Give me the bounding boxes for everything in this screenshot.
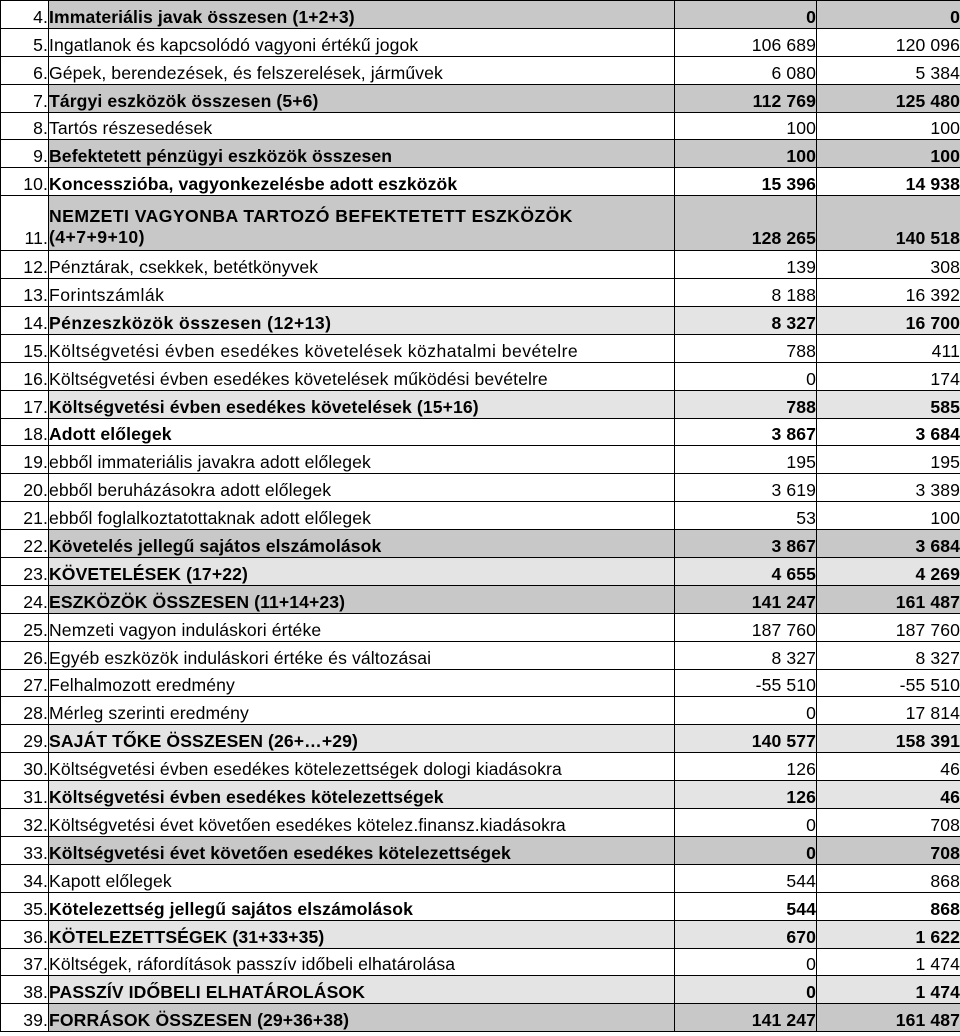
- row-label: ebből foglalkoztatottaknak adott előlegek: [49, 502, 675, 530]
- value-previous: 4 655: [675, 558, 817, 586]
- table-row: [1, 390, 960, 418]
- table-row: [1, 251, 960, 279]
- value-current: 1 474: [817, 948, 960, 976]
- value-current: 16 700: [817, 307, 960, 335]
- row-number: 35.: [1, 892, 49, 920]
- table-row: [1, 585, 960, 613]
- table-row: [1, 697, 960, 725]
- table-row: [1, 446, 960, 474]
- table-row: [1, 307, 960, 335]
- value-previous: 140 577: [675, 725, 817, 753]
- value-previous: 0: [675, 809, 817, 837]
- row-label: Forintszámlák: [49, 279, 675, 307]
- row-number: 39.: [1, 1004, 49, 1032]
- row-label: Felhalmozott eredmény: [49, 669, 675, 697]
- row-number: 16.: [1, 362, 49, 390]
- value-current: 174: [817, 362, 960, 390]
- value-current: 0: [817, 1, 960, 29]
- value-current: 161 487: [817, 585, 960, 613]
- row-label: Adott előlegek: [49, 418, 675, 446]
- value-previous: 8 327: [675, 641, 817, 669]
- value-current: 3 684: [817, 530, 960, 558]
- value-previous: 112 769: [675, 84, 817, 112]
- row-number: 10.: [1, 168, 49, 196]
- value-previous: 6 080: [675, 56, 817, 84]
- value-previous: 544: [675, 864, 817, 892]
- row-number: 9.: [1, 140, 49, 168]
- row-number: 38.: [1, 976, 49, 1004]
- value-previous: 0: [675, 362, 817, 390]
- value-previous: 195: [675, 446, 817, 474]
- value-previous: 0: [675, 1, 817, 29]
- value-previous: 8 188: [675, 279, 817, 307]
- value-current: 140 518: [817, 196, 960, 251]
- value-current: 411: [817, 334, 960, 362]
- table-row: [1, 641, 960, 669]
- row-label: Egyéb eszközök induláskori értéke és változásai: [49, 641, 675, 669]
- table-row: [1, 334, 960, 362]
- value-current: 1 622: [817, 920, 960, 948]
- row-number: 19.: [1, 446, 49, 474]
- value-current: 868: [817, 892, 960, 920]
- value-previous: 3 867: [675, 418, 817, 446]
- row-label: ebből beruházásokra adott előlegek: [49, 474, 675, 502]
- value-previous: 0: [675, 697, 817, 725]
- row-number: 34.: [1, 864, 49, 892]
- row-label: FORRÁSOK ÖSSZESEN (29+36+38): [49, 1004, 675, 1032]
- value-current: 195: [817, 446, 960, 474]
- row-number: 32.: [1, 809, 49, 837]
- row-label: Koncesszióba, vagyonkezelésbe adott eszközök: [49, 168, 675, 196]
- row-label: Ingatlanok és kapcsolódó vagyoni értékű jogok: [49, 28, 675, 56]
- row-label: Nemzeti vagyon induláskori értéke: [49, 613, 675, 641]
- row-label: SAJÁT TŐKE ÖSSZESEN (26+…+29): [49, 725, 675, 753]
- value-current: 100: [817, 140, 960, 168]
- table-row: [1, 502, 960, 530]
- value-current: 3 389: [817, 474, 960, 502]
- value-previous: 788: [675, 334, 817, 362]
- table-row: [1, 725, 960, 753]
- table-row: [1, 418, 960, 446]
- value-previous: 139: [675, 251, 817, 279]
- row-label: Pénzeszközök összesen (12+13): [49, 307, 675, 335]
- row-label: PASSZÍV IDŐBELI ELHATÁROLÁSOK: [49, 976, 675, 1004]
- value-previous: 100: [675, 140, 817, 168]
- row-number: 27.: [1, 669, 49, 697]
- value-previous: -55 510: [675, 669, 817, 697]
- row-label: Kapott előlegek: [49, 864, 675, 892]
- value-current: 100: [817, 112, 960, 140]
- row-number: 18.: [1, 418, 49, 446]
- value-previous: 15 396: [675, 168, 817, 196]
- row-label: Költségvetési évben esedékes követelések közhatalmi bevételre: [49, 334, 675, 362]
- value-current: 1 474: [817, 976, 960, 1004]
- value-previous: 126: [675, 781, 817, 809]
- table-row: [1, 196, 960, 251]
- value-current: 161 487: [817, 1004, 960, 1032]
- row-number: 33.: [1, 836, 49, 864]
- table-row: [1, 976, 960, 1004]
- value-previous: 106 689: [675, 28, 817, 56]
- table-row: [1, 948, 960, 976]
- row-label: Költségvetési évben esedékes kötelezettségek dologi kiadásokra: [49, 753, 675, 781]
- row-label: Kötelezettség jellegű sajátos elszámolások: [49, 892, 675, 920]
- value-current: 17 814: [817, 697, 960, 725]
- table-row: [1, 112, 960, 140]
- row-label: Költségvetési évet követően esedékes kötelezettségek: [49, 836, 675, 864]
- row-label: Immateriális javak összesen (1+2+3): [49, 1, 675, 29]
- row-number: 29.: [1, 725, 49, 753]
- value-current: 46: [817, 781, 960, 809]
- value-current: 585: [817, 390, 960, 418]
- table-row: [1, 530, 960, 558]
- row-number: 23.: [1, 558, 49, 586]
- row-number: 28.: [1, 697, 49, 725]
- row-number: 22.: [1, 530, 49, 558]
- row-label: Költségvetési évet követően esedékes kötelez.finansz.kiadásokra: [49, 809, 675, 837]
- value-previous: 53: [675, 502, 817, 530]
- value-current: 125 480: [817, 84, 960, 112]
- value-current: 158 391: [817, 725, 960, 753]
- value-previous: 788: [675, 390, 817, 418]
- value-current: 100: [817, 502, 960, 530]
- row-label: ESZKÖZÖK ÖSSZESEN (11+14+23): [49, 585, 675, 613]
- row-label: Pénztárak, csekkek, betétkönyvek: [49, 251, 675, 279]
- row-label: KÖVETELÉSEK (17+22): [49, 558, 675, 586]
- row-number: 25.: [1, 613, 49, 641]
- row-number: 26.: [1, 641, 49, 669]
- row-number: 6.: [1, 56, 49, 84]
- value-current: 868: [817, 864, 960, 892]
- value-previous: 670: [675, 920, 817, 948]
- value-previous: 128 265: [675, 196, 817, 251]
- row-number: 21.: [1, 502, 49, 530]
- row-label: Követelés jellegű sajátos elszámolások: [49, 530, 675, 558]
- row-label: Költségvetési évben esedékes követelések (15+16): [49, 390, 675, 418]
- value-previous: 141 247: [675, 1004, 817, 1032]
- table-row: [1, 1, 960, 29]
- row-number: 11.: [1, 196, 49, 251]
- value-previous: 544: [675, 892, 817, 920]
- value-current: 8 327: [817, 641, 960, 669]
- table-row: [1, 753, 960, 781]
- value-current: 16 392: [817, 279, 960, 307]
- value-previous: 100: [675, 112, 817, 140]
- row-label: Költségvetési évben esedékes követelések működési bevételre: [49, 362, 675, 390]
- row-number: 30.: [1, 753, 49, 781]
- balance-sheet-body: [1, 1, 960, 1032]
- table-row: [1, 836, 960, 864]
- value-current: 308: [817, 251, 960, 279]
- row-number: 36.: [1, 920, 49, 948]
- table-row: [1, 558, 960, 586]
- table-row: [1, 28, 960, 56]
- row-number: 15.: [1, 334, 49, 362]
- row-number: 4.: [1, 1, 49, 29]
- value-current: 5 384: [817, 56, 960, 84]
- table-row: [1, 140, 960, 168]
- value-previous: 0: [675, 948, 817, 976]
- row-number: 8.: [1, 112, 49, 140]
- row-label: Mérleg szerinti eredmény: [49, 697, 675, 725]
- row-number: 20.: [1, 474, 49, 502]
- value-current: 14 938: [817, 168, 960, 196]
- table-row: [1, 84, 960, 112]
- value-current: 46: [817, 753, 960, 781]
- value-previous: 8 327: [675, 307, 817, 335]
- table-row: [1, 279, 960, 307]
- row-label: Tárgyi eszközök összesen (5+6): [49, 84, 675, 112]
- row-label: Gépek, berendezések, és felszerelések, járművek: [49, 56, 675, 84]
- value-current: 4 269: [817, 558, 960, 586]
- table-row: [1, 1004, 960, 1032]
- row-label: ebből immateriális javakra adott előlegek: [49, 446, 675, 474]
- table-row: [1, 892, 960, 920]
- value-current: 708: [817, 809, 960, 837]
- table-row: [1, 168, 960, 196]
- value-current: 187 760: [817, 613, 960, 641]
- value-previous: 126: [675, 753, 817, 781]
- table-row: [1, 864, 960, 892]
- table-row: [1, 920, 960, 948]
- table-row: [1, 362, 960, 390]
- row-number: 13.: [1, 279, 49, 307]
- row-label: NEMZETI VAGYONBA TARTOZÓ BEFEKTETETT ESZKÖZÖK (4+7+9+10): [49, 196, 675, 251]
- value-previous: 3 619: [675, 474, 817, 502]
- row-number: 5.: [1, 28, 49, 56]
- row-number: 31.: [1, 781, 49, 809]
- table-row: [1, 56, 960, 84]
- row-label: KÖTELEZETTSÉGEK (31+33+35): [49, 920, 675, 948]
- table-row: [1, 474, 960, 502]
- table-row: [1, 669, 960, 697]
- value-current: 3 684: [817, 418, 960, 446]
- table-row: [1, 809, 960, 837]
- value-previous: 187 760: [675, 613, 817, 641]
- row-label: Tartós részesedések: [49, 112, 675, 140]
- row-number: 17.: [1, 390, 49, 418]
- row-number: 12.: [1, 251, 49, 279]
- value-current: -55 510: [817, 669, 960, 697]
- value-previous: 0: [675, 836, 817, 864]
- table-row: [1, 613, 960, 641]
- table-row: [1, 781, 960, 809]
- value-current: 120 096: [817, 28, 960, 56]
- row-number: 7.: [1, 84, 49, 112]
- row-label: Befektetett pénzügyi eszközök összesen: [49, 140, 675, 168]
- value-previous: 3 867: [675, 530, 817, 558]
- row-number: 37.: [1, 948, 49, 976]
- row-label: Költségvetési évben esedékes kötelezettségek: [49, 781, 675, 809]
- row-label: Költségek, ráfordítások passzív időbeli elhatárolása: [49, 948, 675, 976]
- value-previous: 141 247: [675, 585, 817, 613]
- value-current: 708: [817, 836, 960, 864]
- row-number: 14.: [1, 307, 49, 335]
- row-number: 24.: [1, 585, 49, 613]
- value-previous: 0: [675, 976, 817, 1004]
